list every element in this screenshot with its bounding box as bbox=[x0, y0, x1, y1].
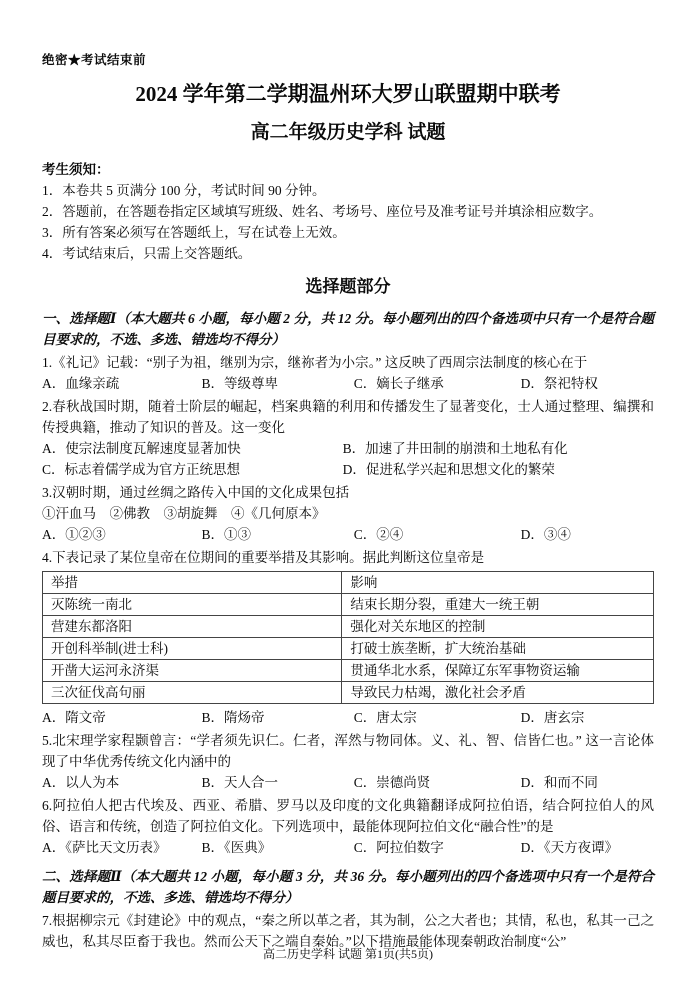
table-cell-measure: 开凿大运河永济渠 bbox=[43, 660, 342, 682]
table-cell-measure: 灭陈统一南北 bbox=[43, 594, 342, 616]
question-2 bbox=[42, 396, 654, 480]
option-a: A．血缘亲疏 bbox=[42, 376, 120, 391]
notice-item-4: 4．考试结束后，只需上交答题纸。 bbox=[42, 246, 252, 261]
question-3 bbox=[42, 482, 654, 545]
notice-item-3: 3．所有答案必须写在答题纸上，写在试卷上无效。 bbox=[42, 225, 346, 240]
table-cell-effect: 打破士族垄断，扩大统治基础 bbox=[342, 638, 654, 660]
option-d: D．祭祀特权 bbox=[520, 376, 598, 391]
option-d: D．③④ bbox=[520, 527, 571, 542]
candidate-notice bbox=[42, 159, 654, 264]
option-a: A．《萨比天文历表》 bbox=[42, 840, 167, 855]
section1-intro: 一、选择题Ⅰ（本大题共 6 小题，每小题 2 分，共 12 分。每小题列出的四个备选项中只有一个是符合题目要求的，不选、多选、错选均不得分） bbox=[42, 311, 654, 347]
question-1 bbox=[42, 352, 654, 394]
option-b: B．等级尊卑 bbox=[201, 376, 279, 391]
question-3-options bbox=[42, 524, 654, 545]
option-c: C．崇德尚贤 bbox=[353, 775, 431, 790]
question-3-items: ①汗血马 ②佛教 ③胡旋舞 ④《几何原本》 bbox=[42, 506, 326, 521]
table-header-effect: 影响 bbox=[342, 572, 654, 594]
question-3-stem: 3.汉朝时期，通过丝绸之路传入中国的文化成果包括 bbox=[42, 485, 350, 500]
option-a: A．以人为本 bbox=[42, 775, 120, 790]
option-a: A．①②③ bbox=[42, 527, 106, 542]
table-cell-effect: 结束长期分裂，重建大一统王朝 bbox=[342, 594, 654, 616]
exam-title: 2024 学年第二学期温州环大罗山联盟期中联考 bbox=[135, 82, 561, 106]
option-c: C．②④ bbox=[353, 527, 404, 542]
question-1-stem: 1.《礼记》记载：“别子为祖，继别为宗，继祢者为小宗。” 这反映了西周宗法制度的核心在于 bbox=[42, 355, 588, 370]
option-b: B．①③ bbox=[201, 527, 252, 542]
question-5-options bbox=[42, 772, 654, 793]
question-5 bbox=[42, 730, 654, 793]
question-1-options bbox=[42, 373, 654, 394]
question-6-options bbox=[42, 837, 654, 858]
option-b: B．《医典》 bbox=[201, 840, 272, 855]
table-cell-effect: 贯通华北水系，保障辽东军事物资运输 bbox=[342, 660, 654, 682]
option-a: A．隋文帝 bbox=[42, 710, 106, 725]
table-row bbox=[43, 594, 654, 616]
table-cell-effect: 导致民力枯竭，激化社会矛盾 bbox=[342, 682, 654, 704]
option-a: A．使宗法制度瓦解速度显著加快 bbox=[42, 441, 241, 456]
option-c: C．标志着儒学成为官方正统思想 bbox=[42, 462, 241, 477]
question-4-stem: 4.下表记录了某位皇帝在位期间的重要举措及其影响。据此判断这位皇帝是 bbox=[42, 550, 485, 565]
table-row bbox=[43, 682, 654, 704]
table-row bbox=[43, 616, 654, 638]
option-c: C．唐太宗 bbox=[353, 710, 417, 725]
section2-intro: 二、选择题Ⅱ（本大题共 12 小题，每小题 3 分，共 36 分。每小题列出的四个备选项中只有一个是符合题目要求的，不选、多选、错选均不得分） bbox=[42, 869, 654, 905]
measures-table bbox=[42, 571, 654, 704]
option-b: B．天人合一 bbox=[201, 775, 279, 790]
question-6-stem: 6.阿拉伯人把古代埃及、西亚、希腊、罗马以及印度的文化典籍翻译成阿拉伯语，结合阿拉伯人的风俗、语言和传统，创造了阿拉伯文化。下列选项中，最能体现阿拉伯文化“融合性”的是 bbox=[42, 798, 654, 834]
option-d: D．和而不同 bbox=[520, 775, 598, 790]
page-footer: 高二历史学科 试题 第1页(共5页) bbox=[263, 947, 433, 961]
question-5-stem: 5.北宋理学家程颢曾言：“学者须先识仁。仁者，浑然与物同体。义、礼、智、信皆仁也。” 这一言论体现了中华优秀传统文化内涵中的 bbox=[42, 733, 654, 769]
part-heading-choice: 选择题部分 bbox=[305, 277, 391, 296]
question-2-stem: 2.春秋战国时期，随着士阶层的崛起，档案典籍的利用和传播发生了显著变化，士人通过整理、编撰和传授典籍，推动了知识的普及。这一变化 bbox=[42, 399, 654, 435]
option-c: C．阿拉伯数字 bbox=[353, 840, 444, 855]
question-6 bbox=[42, 795, 654, 858]
option-b: B．隋炀帝 bbox=[201, 710, 265, 725]
notice-item-1: 1．本卷共 5 页满分 100 分，考试时间 90 分钟。 bbox=[42, 183, 326, 198]
option-c: C．嫡长子继承 bbox=[353, 376, 444, 391]
question-2-options bbox=[42, 438, 654, 480]
table-row bbox=[43, 638, 654, 660]
table-cell-measure: 三次征伐高句丽 bbox=[43, 682, 342, 704]
exam-subtitle: 高二年级历史学科 试题 bbox=[250, 122, 446, 143]
option-d: D．唐玄宗 bbox=[520, 710, 585, 725]
notice-item-2: 2．答题前，在答题卷指定区域填写班级、姓名、考场号、座位号及准考证号并填涂相应数字。 bbox=[42, 204, 603, 219]
question-4-options bbox=[42, 707, 654, 728]
table-header-row bbox=[43, 572, 654, 594]
table-cell-measure: 营建东都洛阳 bbox=[43, 616, 342, 638]
question-7-stem: 7.根据柳宗元《封建论》中的观点，“秦之所以革之者，其为制，公之大者也；其情，私也，私其一己之威也，私其尽臣畜于我也。然而公天下之端自秦始。”以下措施最能体现秦朝政治制度“公” bbox=[42, 913, 654, 949]
table-cell-effect: 强化对关东地区的控制 bbox=[342, 616, 654, 638]
option-b: B．加速了井田制的崩溃和土地私有化 bbox=[342, 441, 568, 456]
notice-heading: 考生须知： bbox=[42, 162, 110, 177]
table-row bbox=[43, 660, 654, 682]
table-cell-measure: 开创科举制(进士科) bbox=[43, 638, 342, 660]
security-notice: 绝密★考试结束前 bbox=[42, 53, 147, 67]
option-d: D．《天方夜谭》 bbox=[520, 840, 619, 855]
option-d: D．促进私学兴起和思想文化的繁荣 bbox=[342, 462, 555, 477]
table-header-measure: 举措 bbox=[43, 572, 342, 594]
question-4 bbox=[42, 547, 654, 728]
